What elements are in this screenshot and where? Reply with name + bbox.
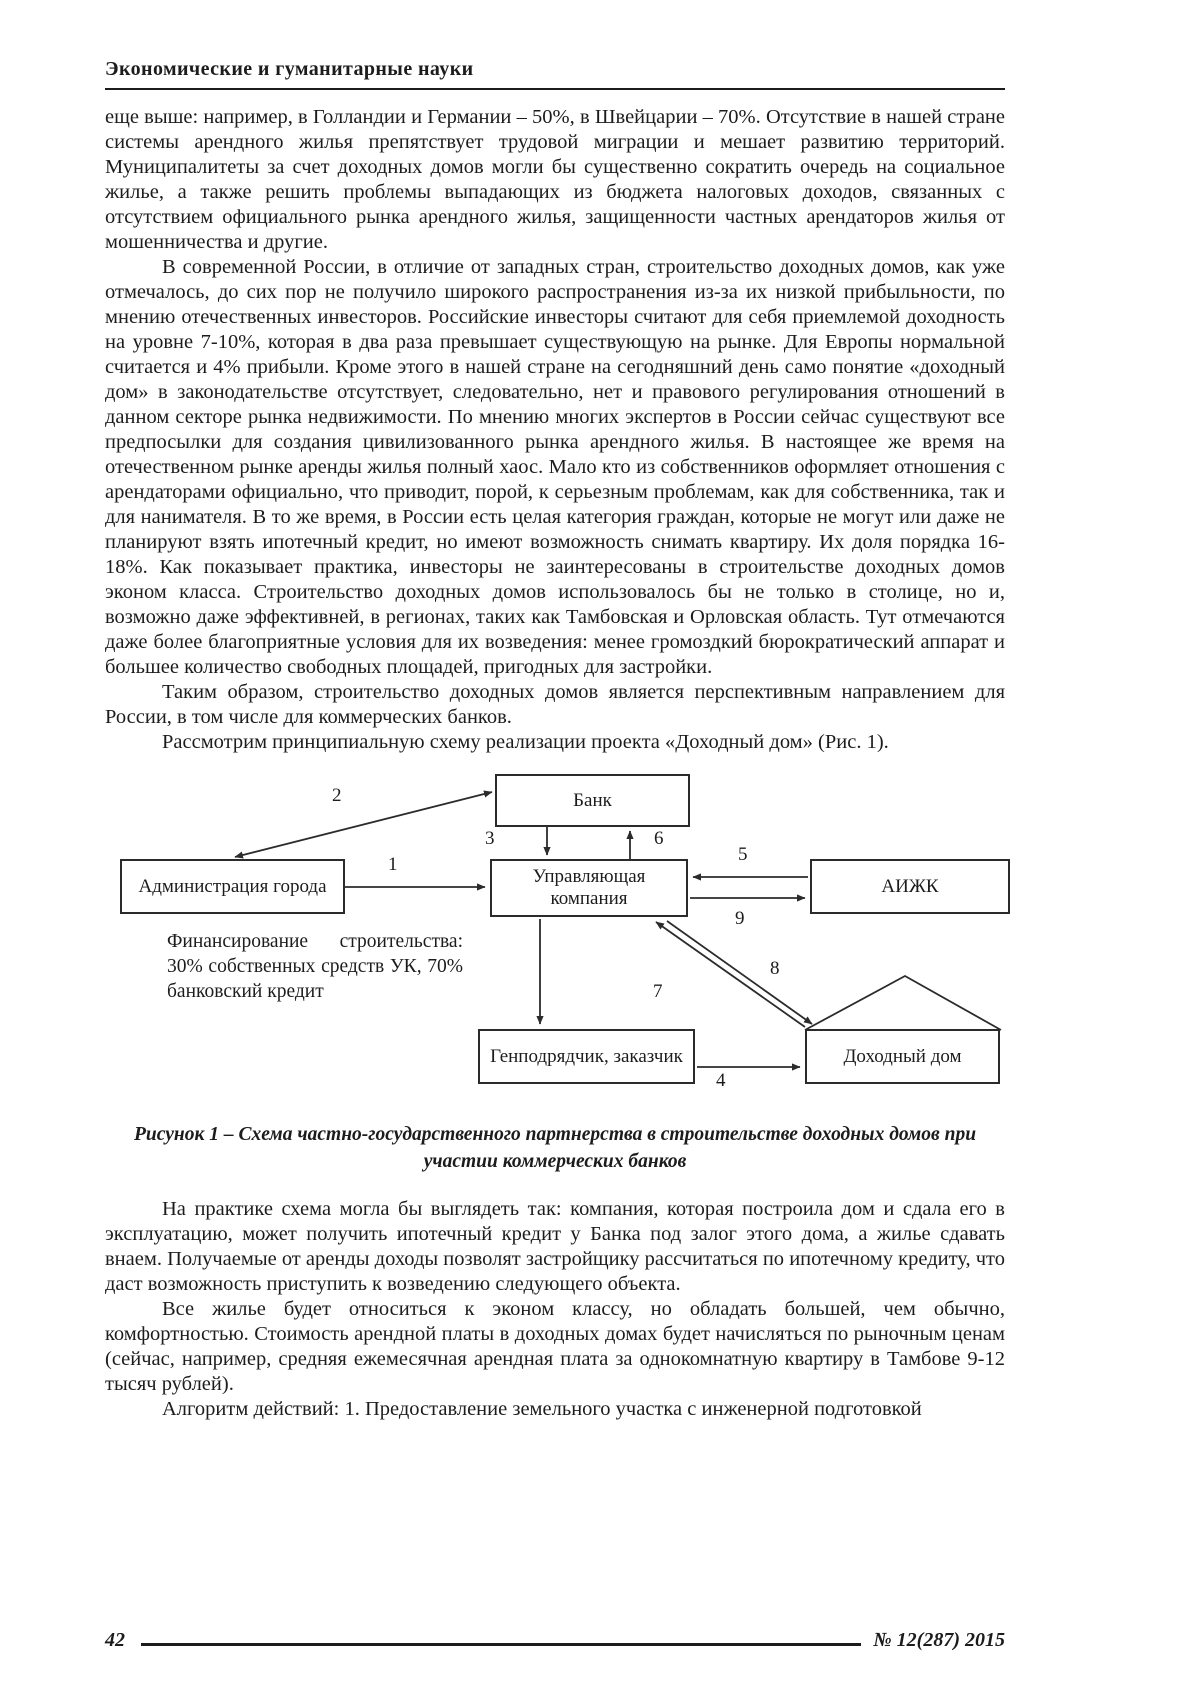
arrow-label-5: 5	[738, 844, 748, 865]
arrow-label-2: 2	[332, 785, 342, 806]
body-text-before-figure	[105, 105, 1005, 755]
node-general-contractor: Генподрядчик, заказчик	[478, 1029, 695, 1084]
arrow-label-6: 6	[654, 828, 664, 849]
paragraph-4: Рассмотрим принципиальную схему реализации проекта «Доходный дом» (Рис. 1).	[162, 731, 889, 753]
paragraph-7: Алгоритм действий: 1. Предоставление земельного участка с инженерной подготовкой	[162, 1398, 922, 1420]
arrow-label-1: 1	[388, 854, 398, 875]
arrow-label-7: 7	[653, 981, 663, 1002]
page-number: 42	[105, 1629, 125, 1651]
financing-note: Финансирование строительства: 30% собственных средств УК, 70% банковский кредит	[167, 931, 463, 1002]
paragraph-2: В современной России, в отличие от западных стран, строительство доходных домов, как уже отмечалось, до сих пор не получило широкого распространения из-за их низкой прибыльности, по мнению отечественных инвесторов. Российские инвесторы считают для себя приемлемой доходность на уровне 7-10%, которая в два раза превышает существующую на рынке. Для Европы нормальной считается и 4% прибыли. Кроме этого в нашей стране на сегодняшний день само понятие «доходный дом» в законодательстве отсутствует, следовательно, нет и правового регулирования отношений в данном секторе рынка недвижимости. По мнению многих экспертов в России сейчас существуют все предпосылки для создания цивилизованного рынка арендного жилья. В настоящее же время на отечественном рынке аренды жилья полный хаос. Мало кто из собственников оформляет отношения с арендаторами официально, что приводит, порой, к серьезным проблемам, как для собственника, так и для нанимателя. В то же время, в России есть целая категория граждан, которые не могут или даже не планируют взять ипотечный кредит, но имеют возможность снимать квартиру. Их доля порядка 16-18%. Как показывает практика, инвесторы не заинтересованы в строительстве доходных домов эконом класса. Строительство доходных домов использовалось бы не только в столице, но и, возможно даже эффективней, в регионах, таких как Тамбовская и Орловская область. Тут отмечаются даже более благоприятные условия для их возведения: менее громоздкий бюрократический аппарат и большее количество свободных площадей, пригодных для застройки.	[105, 256, 1005, 678]
paragraph-1: еще выше: например, в Голландии и Германии – 50%, в Швейцарии – 70%. Отсутствие в нашей стране системы арендного жилья препятствует трудовой миграции и мешает развитию территорий. Муниципалитеты за счет доходных домов могли бы существенно сократить очередь на социальное жилье, а также решить проблемы выпадающих из бюджета налоговых доходов, связанных с отсутствием официального рынка арендного жилья, защищенности частных арендаторов жилья от мошенничества и другие.	[105, 106, 1005, 253]
node-rental-house: Доходный дом	[805, 1029, 1000, 1084]
body-text-after-figure	[105, 1197, 1005, 1422]
node-city-administration: Администрация города	[120, 859, 345, 914]
arrow-label-8: 8	[770, 958, 780, 979]
arrow-2-admin-bank	[235, 792, 492, 857]
journal-header	[105, 58, 1005, 90]
figure-1-diagram	[105, 771, 1005, 1105]
arrow-8-mc-to-house	[667, 921, 812, 1024]
paragraph-6: Все жилье будет относиться к эконом классу, но обладать большей, чем обычно, комфортностью. Стоимость арендной платы в доходных домах будет начисляться по рыночным ценам (сейчас, например, средняя ежемесячная арендная плата за однокомнатную квартиру в Тамбове 9-12 тысяч рублей).	[105, 1298, 1005, 1395]
house-roof-shape	[805, 976, 1001, 1030]
node-ahml: АИЖК	[810, 859, 1010, 914]
paragraph-3: Таким образом, строительство доходных домов является перспективным направлением для России, в том числе для коммерческих банков.	[105, 681, 1005, 728]
figure-caption: Рисунок 1 – Схема частно-государственного партнерства в строительстве доходных домов при участии коммерческих банков	[133, 1124, 977, 1172]
arrow-8-house-to-mc	[656, 922, 805, 1027]
issue-number: № 12(287) 2015	[873, 1629, 1005, 1651]
paragraph-5: На практике схема могла бы выглядеть так: компания, которая построила дом и сдала его в эксплуатацию, может получить ипотечный кредит у Банка под залог этого дома, а жилье сдавать внаем. Получаемые от аренды доходы позволят застройщику рассчитаться по ипотечному кредиту, что даст возможность приступить к возведению следующего объекта.	[105, 1198, 1005, 1295]
arrow-label-9: 9	[735, 908, 745, 929]
page-content	[105, 58, 1005, 1422]
footer-rule	[141, 1643, 861, 1646]
arrow-label-4: 4	[716, 1070, 726, 1091]
node-bank: Банк	[495, 774, 690, 827]
arrow-label-3: 3	[485, 828, 495, 849]
page-footer	[105, 1629, 1005, 1652]
node-management-company: Управляющая компания	[490, 859, 688, 917]
journal-section-title: Экономические и гуманитарные науки	[105, 58, 474, 80]
